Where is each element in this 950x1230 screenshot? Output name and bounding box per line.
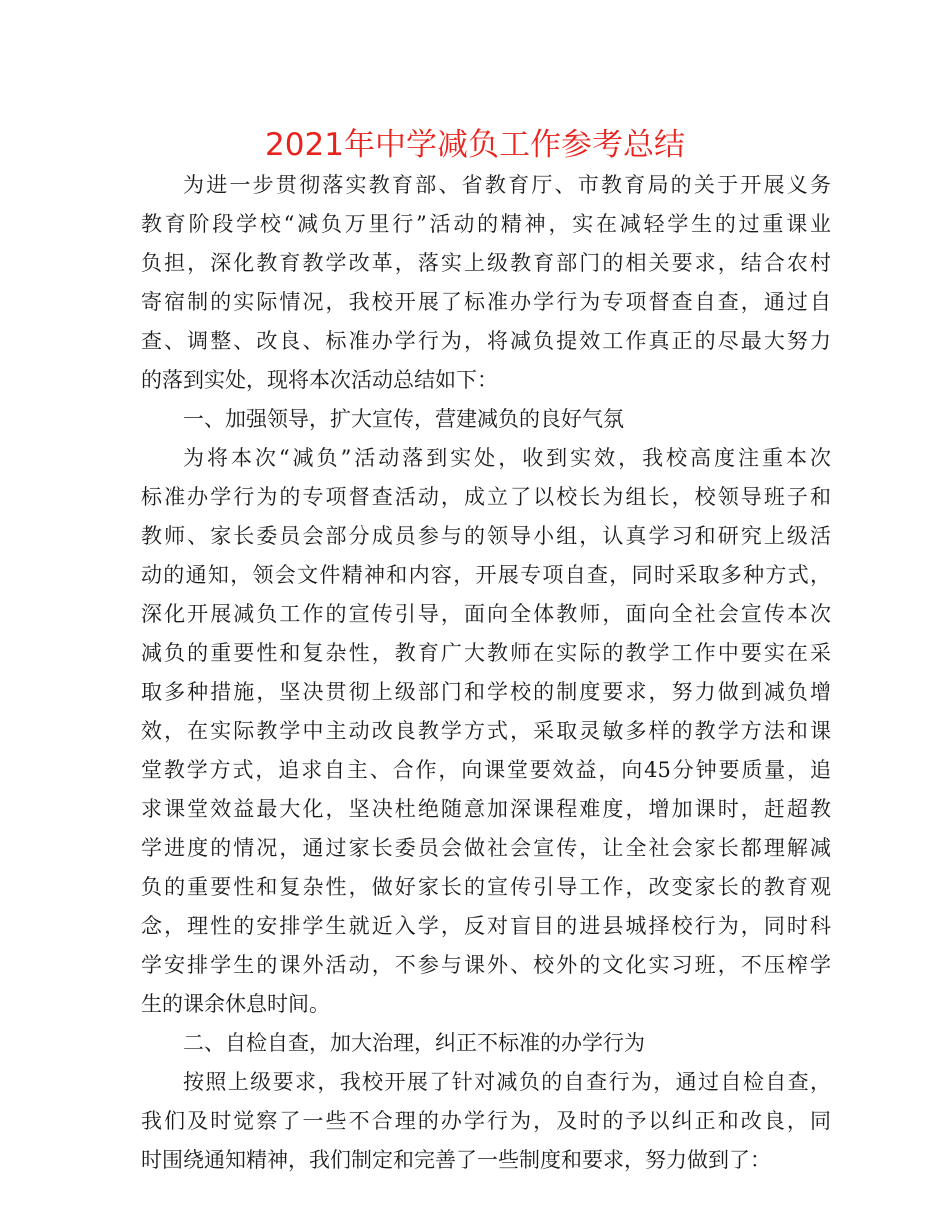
body-text-line: 为进一步贯彻落实教育部、省教育厅、市教育局的关于开展义务 xyxy=(183,173,831,197)
body-text-line: 念，理性的安排学生就近入学，反对盲目的进县城择校行为，同时科 xyxy=(141,914,831,938)
body-text-line: 教师、家长委员会部分成员参与的领导小组，认真学习和研究上级活 xyxy=(141,524,831,548)
body-text-line: 教育阶段学校“减负万里行”活动的精神，实在减轻学生的过重课业 xyxy=(141,212,831,236)
section-heading: 一、加强领导，扩大宣传，营建减负的良好气氛 xyxy=(183,407,624,431)
body-text-line: 寄宿制的实际情况，我校开展了标准办学行为专项督查自查，通过自 xyxy=(141,290,831,314)
body-text-line: 我们及时觉察了一些不合理的办学行为，及时的予以纠正和改良，同 xyxy=(141,1109,831,1133)
body-text-line: 时围绕通知精神，我们制定和完善了一些制度和要求，努力做到了： xyxy=(141,1148,771,1172)
body-text-line: 深化开展减负工作的宣传引导，面向全体教师，面向全社会宣传本次 xyxy=(141,602,831,626)
body-text-line: 效，在实际教学中主动改良教学方式，采取灵敏多样的教学方法和课 xyxy=(141,719,831,743)
body-text-line: 按照上级要求，我校开展了针对减负的自查行为，通过自检自查， xyxy=(183,1070,831,1094)
body-text-line: 标准办学行为的专项督查活动，成立了以校长为组长，校领导班子和 xyxy=(141,485,831,509)
body-text-line: 生的课余休息时间。 xyxy=(141,992,330,1016)
section-heading: 二、自检自查，加大治理，纠正不标准的办学行为 xyxy=(183,1031,645,1055)
body-text-line: 负的重要性和复杂性，做好家长的宣传引导工作，改变家长的教育观 xyxy=(141,875,831,899)
body-text-line: 的落到实处，现将本次活动总结如下： xyxy=(141,368,498,392)
body-text-line: 为将本次“减负”活动落到实处，收到实效，我校高度注重本次 xyxy=(183,446,831,470)
body-text-line: 减负的重要性和复杂性，教育广大教师在实际的教学工作中要实在采 xyxy=(141,641,831,665)
document-title: 2021年中学减负工作参考总结 xyxy=(265,127,685,163)
body-text-line: 取多种措施，坚决贯彻上级部门和学校的制度要求，努力做到减负增 xyxy=(141,680,831,704)
body-text-line: 动的通知，领会文件精神和内容，开展专项自查，同时采取多种方式， xyxy=(141,563,831,587)
document-body xyxy=(141,166,831,1180)
body-text-line: 学进度的情况，通过家长委员会做社会宣传，让全社会家长都理解减 xyxy=(141,836,831,860)
body-text-line: 堂教学方式，追求自主、合作，向课堂要效益，向45分钟要质量，追 xyxy=(141,758,831,782)
body-text-line: 负担，深化教育教学改革，落实上级教育部门的相关要求，结合农村 xyxy=(141,251,831,275)
body-text-line: 学安排学生的课外活动，不参与课外、校外的文化实习班，不压榨学 xyxy=(141,953,831,977)
body-text-line: 查、调整、改良、标准办学行为，将减负提效工作真正的尽最大努力 xyxy=(141,329,831,353)
body-text-line: 求课堂效益最大化，坚决杜绝随意加深课程难度，增加课时，赶超教 xyxy=(141,797,831,821)
